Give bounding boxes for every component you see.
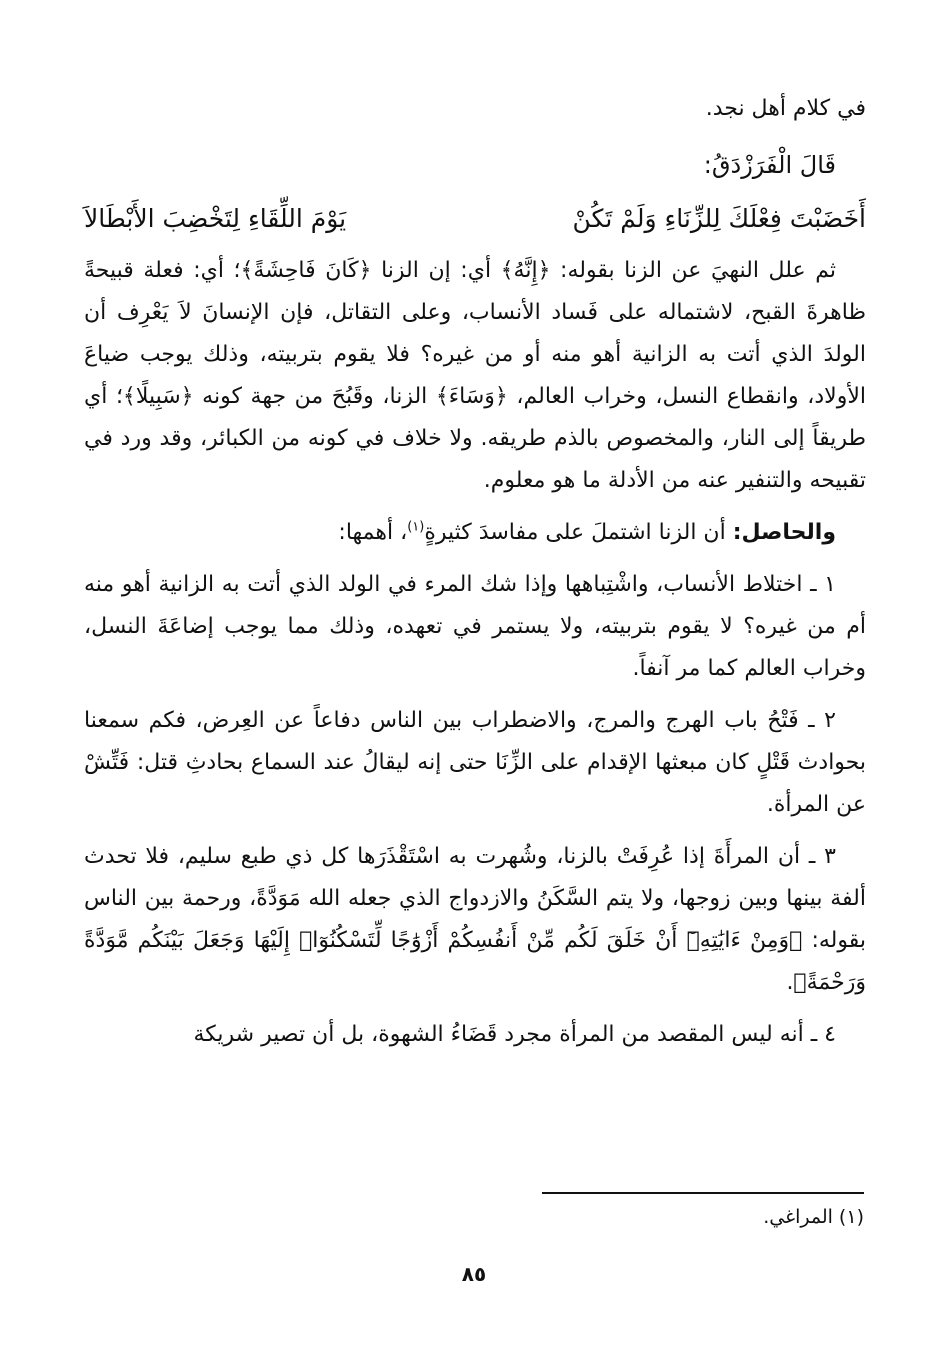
paragraph-2 xyxy=(84,512,866,554)
verse-hemistich-left: يَوْمَ اللِّقَاءِ لِتَخْضِبَ الأَبْطَالاَ xyxy=(84,204,347,233)
list-item-2: ٢ ـ فَتْحُ باب الهرج والمرج، والاضطراب بين الناس دفاعاً عن العِرض، فكم سمعنا بحوادث قَتْلٍ كان مبعثها الإقدام على الزِّنَا حتى إنه ليقالُ عند السماع بحادثِ قتل: فَتِّشْ عن المرأة. xyxy=(84,708,866,817)
paragraph-2-tail: ، أهمها: xyxy=(338,520,408,545)
paragraph-2-lead: والحاصل: xyxy=(732,520,836,545)
verse-hemistich-right: أَخَضَبْتَ فِعْلَكَ لِلزِّنَاءِ وَلَمْ تَكُنْ xyxy=(572,204,866,233)
poet-line: قَالَ الْفَرَزْدَقُ: xyxy=(703,151,836,179)
footnote: (١) المراغي. xyxy=(763,1206,864,1228)
footnote-marker: (١) xyxy=(407,519,425,535)
paragraph-1: ثم علل النهيَ عن الزنا بقوله: ﴿إِنَّهُ﴾ أي: إن الزنا ﴿كَانَ فَاحِشَةً﴾؛ أي: فعلة قبيحةً ظاهرةَ القبح، لاشتماله على فَساد الأنساب، وعلى التقاتل، فإن الإنسانَ لاَ يَعْرِف أن الولدَ الذي أتت به الزانية أهو منه أو من غيره؟ فلا يقوم بتربيته، وذلك يوجب ضياعَ الأولاد، وانقطاع النسل، وخراب العالم، ﴿وَسَاءَ﴾ الزنا، وقَبُحَ من جهة كونه ﴿سَبِيلًا﴾؛ أي طريقاً إلى النار، والمخصوص بالذم طريقه. ولا خلاف في كونه من الكبائر، وقد ورد في تقبيحه والتنفير عنه من الأدلة ما هو معلوم. xyxy=(84,258,866,493)
list-item-3: ٣ ـ أن المرأَةَ إذا عُرِفَتْ بالزنا، وشُهرت به اسْتَقْذَرَها كل ذي طبع سليم، فلا تحدث ألفة بينها وبين زوجها، ولا يتم السَّكَنُ والازدواج الذي جعله الله مَوَدَّةً، ورحمة بين الناس بقوله: ﴿وَمِنْ ءَايَٰتِهِۦٓ أَنْ خَلَقَ لَكُم مِّنْ أَنفُسِكُمْ أَزْوَٰجًا لِّتَسْكُنُوٓا۟ إِلَيْهَا وَجَعَلَ بَيْنَكُم مَّوَدَّةً وَرَحْمَةً﴾. xyxy=(84,844,866,995)
page-body xyxy=(84,88,866,1056)
footnote-divider xyxy=(542,1192,864,1194)
verse-line xyxy=(84,198,866,240)
page-number: ٨٥ xyxy=(461,1262,487,1286)
list-item-1: ١ ـ اختلاط الأنساب، واشْتِباهها وإذا شك المرء في الولد الذي أتت به الزانية أهو منه أم من غيره؟ لا يقوم بتربيته، ولا يستمر في تعهده، وذلك مما يوجب إضاعَةَ النسل، وخراب العالم كما مر آنفاً. xyxy=(84,572,866,681)
paragraph-2-text: أن الزنا اشتملَ على مفاسدَ كثيرةٍ xyxy=(424,520,726,545)
list-item-4: ٤ ـ أنه ليس المقصد من المرأة مجرد قَضَاءُ الشهوة، بل أن تصير شريكة xyxy=(193,1022,836,1047)
intro-line: في كلام أهل نجد. xyxy=(705,96,866,121)
